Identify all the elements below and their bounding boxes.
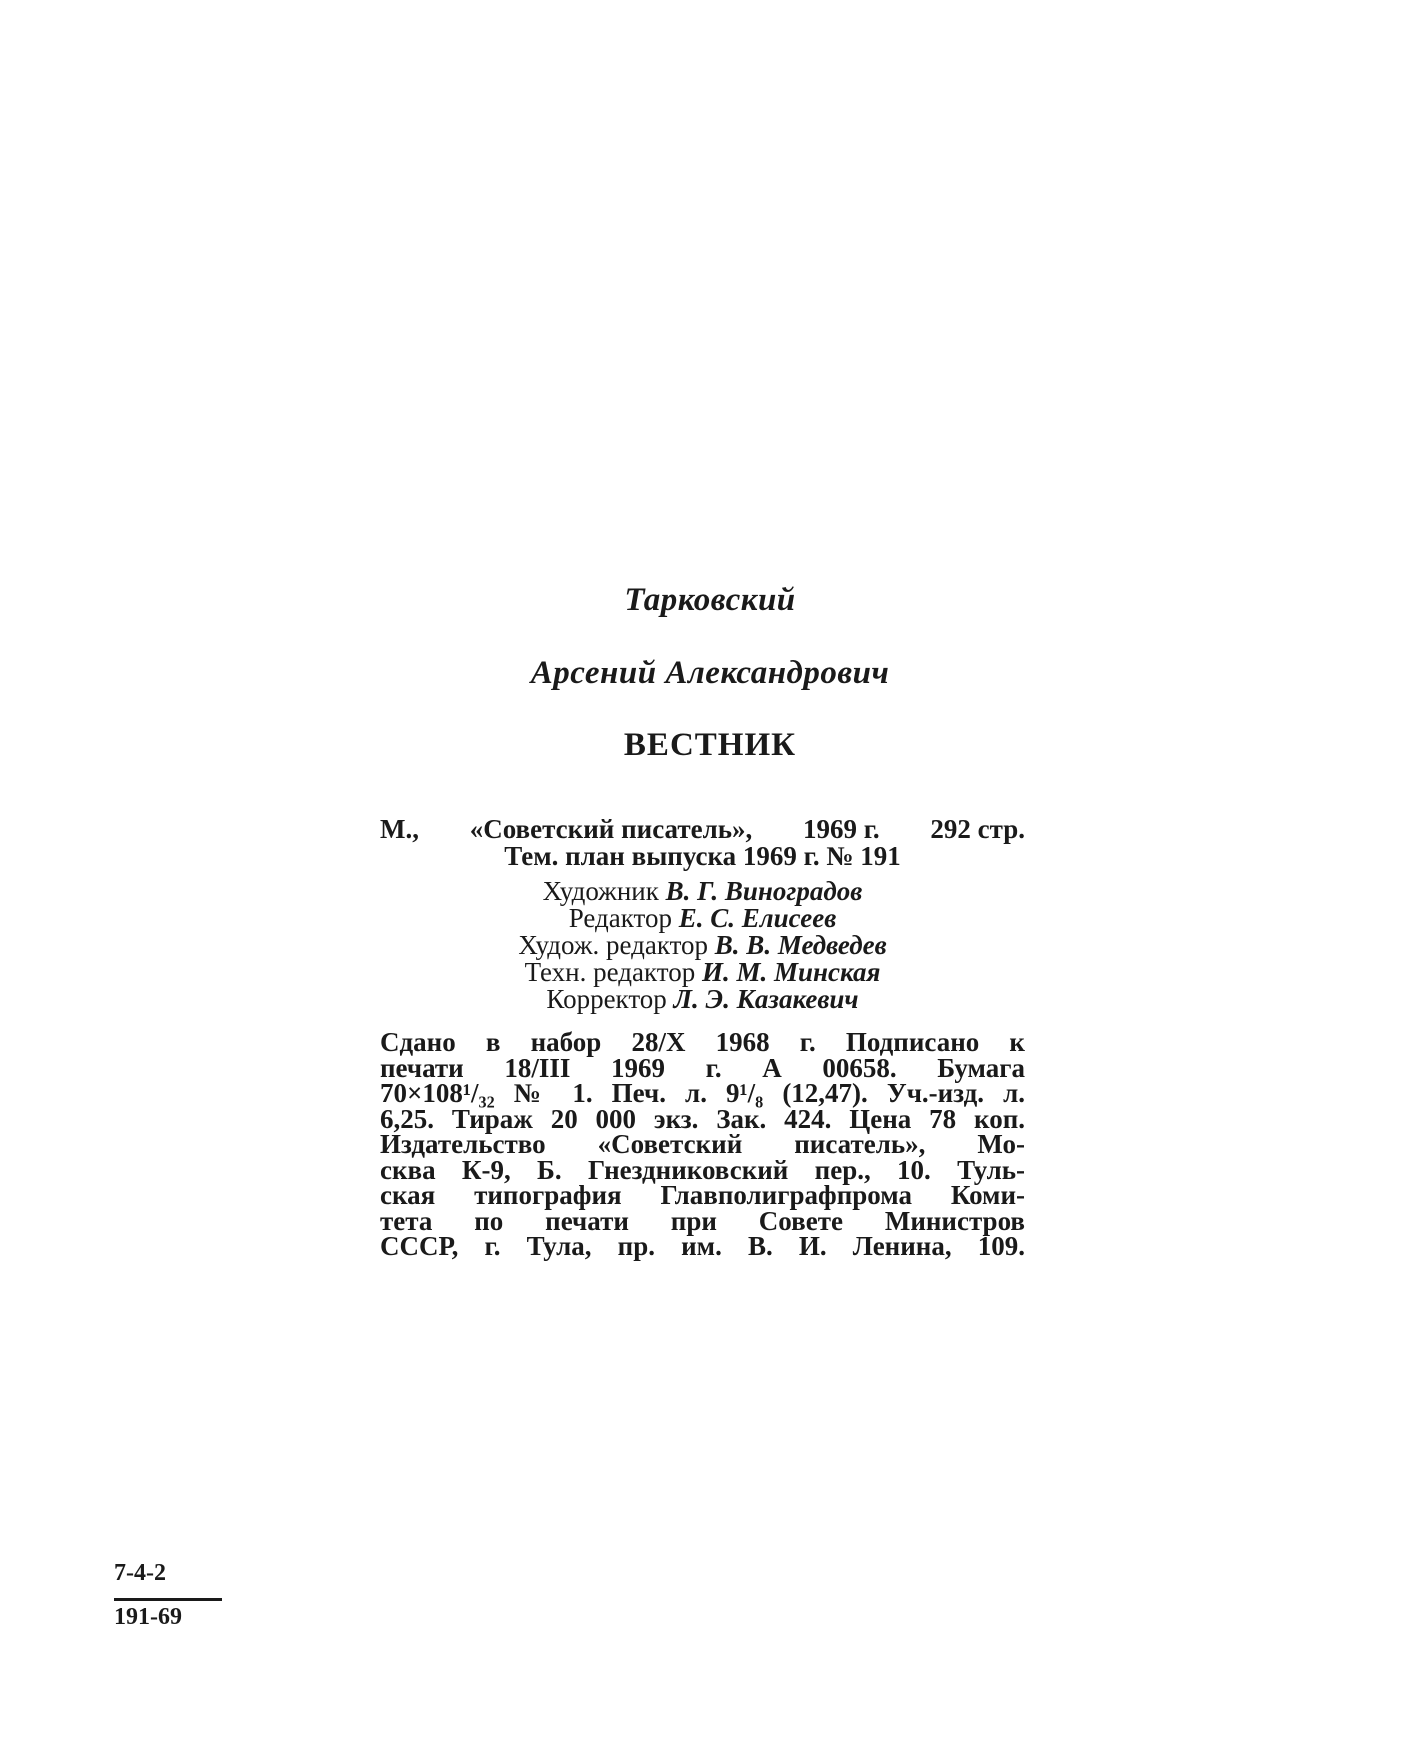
catalog-code-bottom: 191-69 bbox=[114, 1604, 182, 1630]
book-title: ВЕСТНИК bbox=[623, 727, 797, 763]
imprint-line: ская типография Главполиграфпрома Коми- bbox=[380, 1180, 1025, 1210]
credit-row bbox=[380, 878, 1025, 905]
author-last-name: Тарковский bbox=[624, 582, 796, 618]
credits-block bbox=[380, 878, 1025, 1013]
publication-city: М., bbox=[380, 814, 419, 844]
credit-role: Корректор bbox=[546, 984, 667, 1014]
credit-role: Техн. редактор bbox=[524, 957, 696, 987]
imprint-line: печати 18/III 1969 г. А 00658. Бумага bbox=[380, 1052, 1025, 1083]
credit-row bbox=[380, 986, 1025, 1013]
publication-line bbox=[380, 815, 1025, 843]
publication-year: 1969 г. bbox=[802, 814, 880, 844]
credit-row bbox=[380, 959, 1025, 986]
imprint-line: СССР, г. Тула, пр. им. В. И. Ленина, 109. bbox=[380, 1231, 1025, 1261]
credit-row bbox=[380, 932, 1025, 959]
publication-plan: Тем. план выпуска 1969 г. № 191 bbox=[504, 841, 901, 871]
credit-name: Е. С. Елисеев bbox=[678, 903, 837, 933]
catalog-code-divider bbox=[114, 1598, 222, 1601]
imprint-line: Сдано в набор 28/X 1968 г. Подписано к bbox=[380, 1027, 1025, 1057]
credit-role: Редактор bbox=[568, 903, 672, 933]
catalog-code-top: 7-4-2 bbox=[114, 1560, 166, 1586]
credit-name: В. В. Медведев bbox=[714, 930, 887, 960]
credit-name: В. Г. Виноградов bbox=[665, 876, 863, 906]
credit-name: И. М. Минская bbox=[701, 957, 881, 987]
imprint-line: Издательство «Советский писатель», Мо- bbox=[380, 1129, 1025, 1159]
imprint-line: 6,25. Тираж 20 000 экз. Зак. 424. Цена 78 коп. bbox=[380, 1103, 1025, 1134]
credit-name: Л. Э. Казакевич bbox=[673, 984, 859, 1014]
credit-row bbox=[380, 905, 1025, 932]
imprint-line: 70×108¹/₃₂ № 1. Печ. л. 9¹/₈ (12,47). Уч.-изд. л. bbox=[380, 1078, 1025, 1108]
imprint-line: тета по печати при Совете Министров bbox=[380, 1205, 1025, 1236]
author-first-names: Арсений Александрович bbox=[530, 655, 890, 691]
publication-publisher: «Советский писатель», bbox=[469, 814, 753, 844]
imprint-line: сква К-9, Б. Гнездниковский пер., 10. Туль- bbox=[380, 1154, 1025, 1185]
credit-role: Худож. редактор bbox=[518, 930, 709, 960]
credit-role: Художник bbox=[542, 876, 659, 906]
imprint-block bbox=[380, 1027, 1025, 1261]
publication-pages: 292 стр. bbox=[930, 814, 1025, 844]
